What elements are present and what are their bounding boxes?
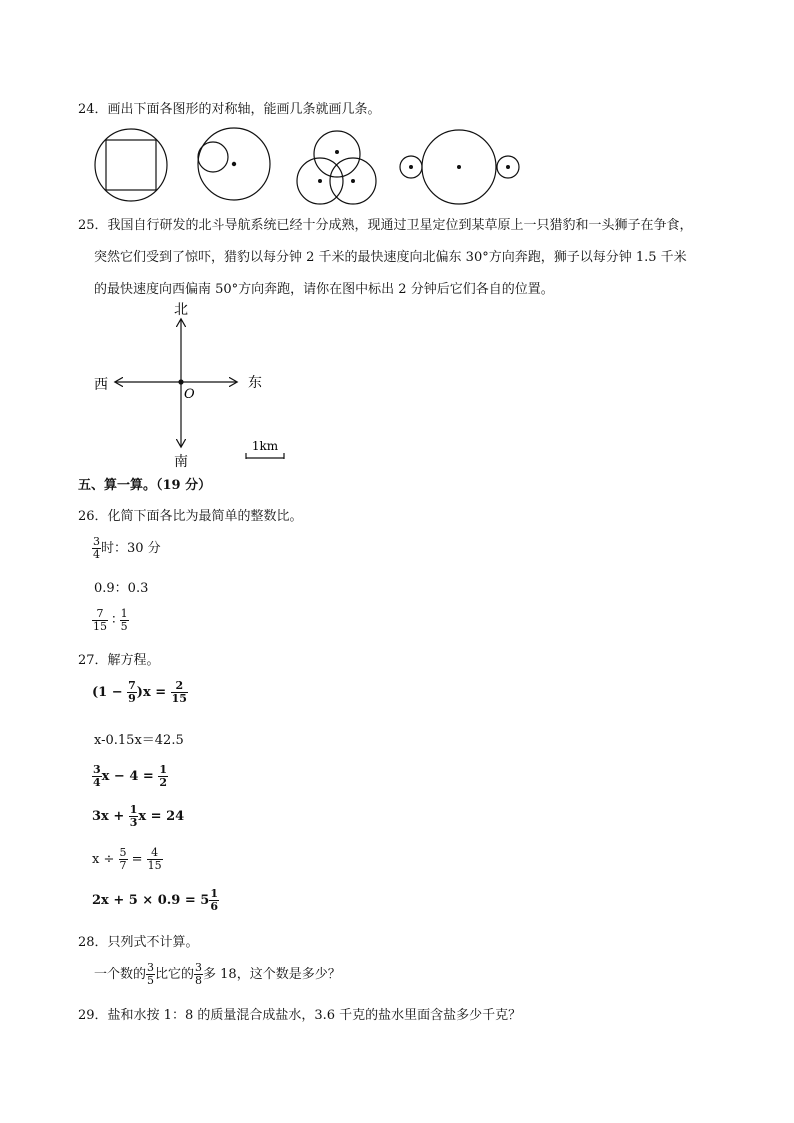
q27-eq1: (1 − $\frac{7}{9}$ )x = $\frac{2}{15}$ [92, 679, 187, 705]
q27-eq4: 3x + $\frac{1}{3}$ x = 24 [92, 803, 185, 829]
label-east: 东 [248, 375, 262, 391]
figure-three-circles [297, 131, 376, 204]
q26-item3: $\frac{7}{15}$ ∶ $\frac{1}{5}$ [93, 607, 128, 633]
q28-text: 28．只列式不计算。 [78, 935, 199, 950]
origin-point [178, 379, 183, 384]
figure-circle-side-circles [400, 130, 519, 204]
q27-eq2: x-0.15x＝42.5 [94, 733, 184, 748]
label-west: 西 [94, 377, 108, 393]
q26-item2: 0.9：0.3 [94, 581, 149, 596]
scale-bar [246, 439, 284, 459]
compass-diagram [88, 298, 288, 470]
q27-eq5: x ÷ $\frac{5}{7}$ = $\frac{4}{15}$ [92, 846, 162, 872]
label-south: 南 [174, 454, 188, 470]
q29-text: 29．盐和水按 1：8 的质量混合成盐水，3.6 千克的盐水里面含盐多少千克？ [78, 1008, 522, 1023]
q27-eq3: $\frac{3}{4}$ x − 4 = $\frac{1}{2}$ [93, 763, 167, 789]
q28-question: 一个数的 $\frac{3}{5}$ 比它的 $\frac{3}{8}$ 多 18，这个数是多少？ [94, 961, 341, 987]
section5-title: 五、算一算。（19 分） [78, 478, 212, 493]
q25-line3: 的最快速度向西偏南 50°方向奔跑，请你在图中标出 2 分钟后它们各自的位置。 [94, 282, 554, 297]
q27-eq6: 2x + 5 × 0.9 = 5 $\frac{1}{6}$ [92, 887, 218, 913]
q26-text: 26．化简下面各比为最简单的整数比。 [78, 509, 303, 524]
figure-circle-square [95, 129, 167, 201]
q27-text: 27．解方程。 [78, 653, 160, 668]
label-origin: O [184, 387, 195, 402]
q26-item1-fraction: $\frac{3}{4}$ [93, 535, 100, 561]
q25-line1: 25．我国自行研发的北斗导航系统已经十分成熟，现通过卫星定位到某草原上一只猎豹和一头狮子在争食， [78, 218, 693, 233]
q24-figures [90, 124, 530, 210]
figure-circle-inner-circle [198, 128, 270, 200]
q26-item1: $\frac{3}{4}$ 时：30 分 [93, 535, 161, 561]
scale-label: 1km [251, 439, 279, 453]
q24-text: 24．画出下面各图形的对称轴，能画几条就画几条。 [78, 102, 381, 117]
label-north: 北 [174, 302, 188, 318]
q25-line2: 突然它们受到了惊吓，猎豹以每分钟 2 千米的最快速度向北偏东 30°方向奔跑，狮子以每分钟 1.5 千米 [94, 250, 687, 265]
